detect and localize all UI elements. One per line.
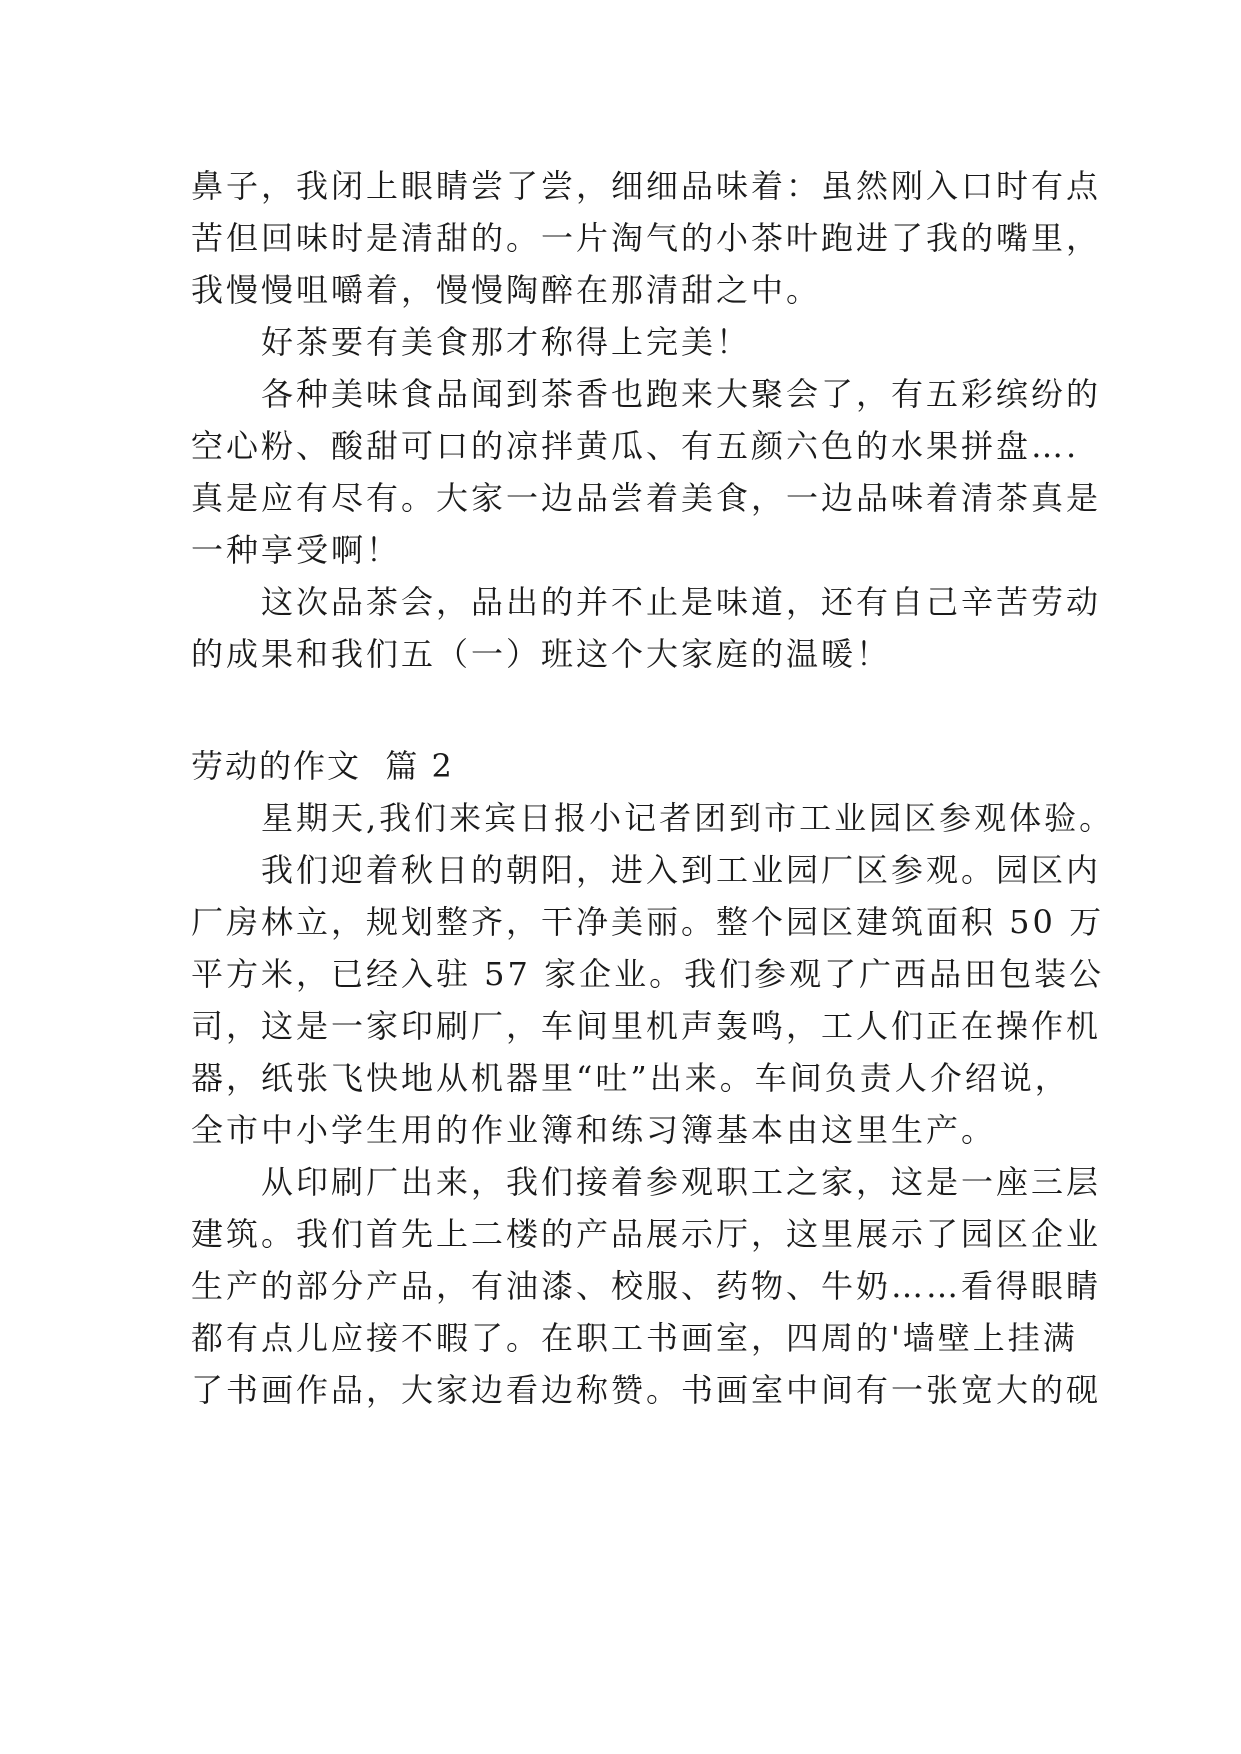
text-line: 空心粉、酸甜可口的凉拌黄瓜、有五颜六色的水果拼盘….: [191, 427, 1080, 465]
text-line: 我慢慢咀嚼着，慢慢陶醉在那清甜之中。: [191, 271, 822, 309]
text-line: 这次品茶会，品出的并不止是味道，还有自己辛苦劳动: [191, 583, 1102, 621]
text-line: 平方米，已经入驻 57 家企业。我们参观了广西品田包装公: [191, 955, 1105, 993]
text-line: 星期天,我们来宾日报小记者团到市工业园区参观体验。: [191, 799, 1115, 837]
section-heading: 劳动的作文 篇 2: [191, 747, 454, 785]
text-line: 的成果和我们五（一）班这个大家庭的温暖！: [191, 635, 892, 673]
text-line: 真是应有尽有。大家一边品尝着美食，一边品味着清茶真是: [191, 479, 1102, 517]
text-line: 一种享受啊！: [191, 531, 402, 569]
text-line: 司，这是一家印刷厂，车间里机声轰鸣，工人们正在操作机: [191, 1007, 1102, 1045]
text-line: 器，纸张飞快地从机器里“吐”出来。车间负责人介绍说，: [191, 1059, 1070, 1097]
text-line: 都有点儿应接不暇了。在职工书画室，四周的'墙壁上挂满: [191, 1319, 1078, 1357]
text-line: 各种美味食品闻到茶香也跑来大聚会了，有五彩缤纷的: [191, 375, 1102, 413]
text-line: 苦但回味时是清甜的。一片淘气的小茶叶跑进了我的嘴里，: [191, 219, 1102, 257]
text-line: 厂房林立，规划整齐，干净美丽。整个园区建筑面积 50 万: [191, 903, 1105, 941]
text-line: 鼻子，我闭上眼睛尝了尝，细细品味着：虽然刚入口时有点: [191, 167, 1102, 205]
text-line: 全市中小学生用的作业簿和练习簿基本由这里生产。: [191, 1111, 997, 1149]
section-gap: [191, 680, 1071, 740]
text-line: 好茶要有美食那才称得上完美！: [191, 323, 752, 361]
text-line: 建筑。我们首先上二楼的产品展示厅，这里展示了园区企业: [191, 1215, 1102, 1253]
document-body: [191, 160, 1115, 1416]
text-line: 生产的部分产品，有油漆、校服、药物、牛奶……看得眼睛: [191, 1267, 1102, 1305]
text-line: 我们迎着秋日的朝阳，进入到工业园厂区参观。园区内: [191, 851, 1102, 889]
text-line: 从印刷厂出来，我们接着参观职工之家，这是一座三层: [191, 1163, 1102, 1201]
text-line: 了书画作品，大家边看边称赞。书画室中间有一张宽大的砚: [191, 1371, 1102, 1409]
